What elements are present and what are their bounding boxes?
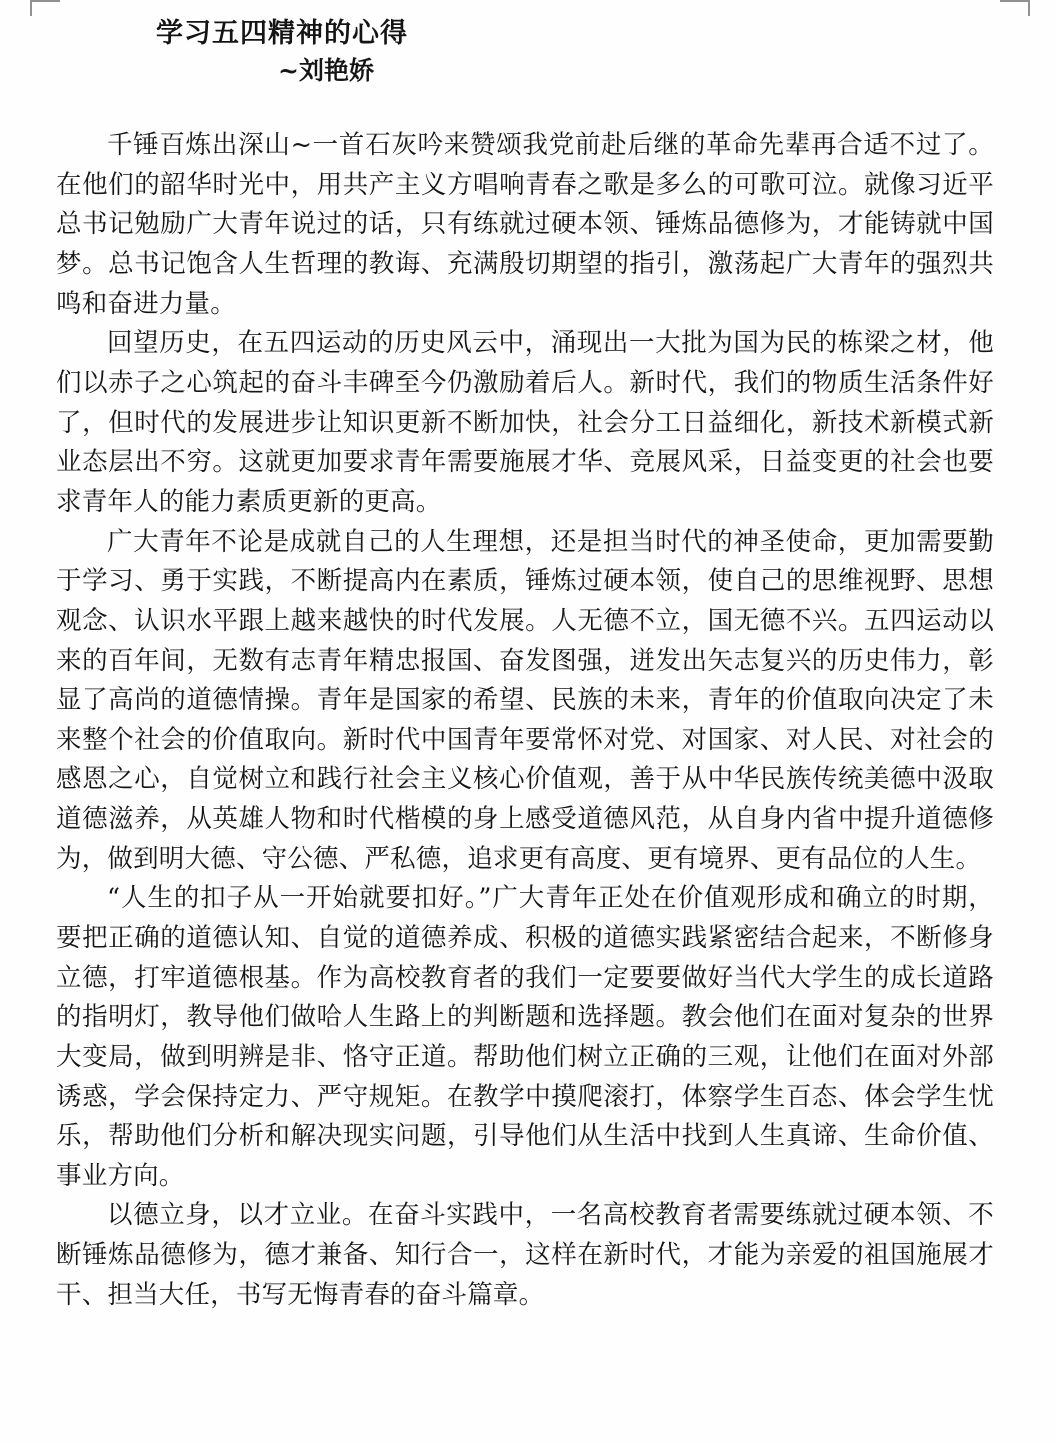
paragraph-3: 广大青年不论是成就自己的人生理想，还是担当时代的神圣使命，更加需要勤于学习、勇于实践，不断提高内在素质，锤炼过硬本领，使自己的思维视野、思想观念、认识水平跟上越来越快的时代发展。人无德不立，国无德不兴。五四运动以来的百年间，无数有志青年精忠报国、奋发图强，迸发出矢志复兴的历史伟力，彰显了高尚的道德情操。青年是国家的希望、民族的未来，青年的价值取向决定了未来整个社会的价值取向。新时代中国青年要常怀对党、对国家、对人民、对社会的感恩之心，自觉树立和践行社会主义核心价值观，善于从中华民族传统美德中汲取道德滋养，从英雄人物和时代楷模的身上感受道德风范，从自身内省中提升道德修为，做到明大德、守公德、严私德，追求更有高度、更有境界、更有品位的人生。 bbox=[56, 526, 994, 874]
document-content bbox=[44, 126, 1016, 1315]
paragraph-4: “人生的扣子从一开始就要扣好。”广大青年正处在价值观形成和确立的时期，要把正确的道德认知、自觉的道德养成、积极的道德实践紧密结合起来，不断修身立德，打牢道德根基。作为高校教育者的我们一定要要做好当代大学生的成长道路的指明灯，教导他们做哈人生路上的判断题和选择题。教会他们在面对复杂的世界大变局，做到明辨是非、恪守正道。帮助他们树立正确的三观，让他们在面对外部诱惑，学会保持定力、严守规矩。在教学中摸爬滚打，体察学生百态、体会学生忧乐，帮助他们分析和解决现实问题，引导他们从生活中找到人生真谛、生命价值、事业方向。 bbox=[56, 883, 994, 1191]
title-block bbox=[44, 16, 1016, 88]
paragraph-1: 千锤百炼出深山~一首石灰吟来赞颂我党前赴后继的革命先辈再合适不过了。在他们的韶华时光中，用共产主义方唱响青春之歌是多么的可歌可泣。就像习近平总书记勉励广大青年说过的话，只有练就过硬本领、锤炼品德修为，才能铸就中国梦。总书记饱含人生哲理的教诲、充满殷切期望的指引，激荡起广大青年的强烈共鸣和奋进力量。 bbox=[56, 130, 994, 319]
paragraph-5: 以德立身，以才立业。在奋斗实践中，一名高校教育者需要练就过硬本领、不断锤炼品德修为，德才兼备、知行合一，这样在新时代，才能为亲爱的祖国施展才干、担当大任，书写无悔青春的奋斗篇章。 bbox=[56, 1200, 994, 1310]
document-author: ~刘艳娇 bbox=[278, 56, 374, 86]
scan-corner-mark-left bbox=[30, 0, 60, 16]
paragraph-2: 回望历史，在五四运动的历史风云中，涌现出一大批为国为民的栋梁之材，他们以赤子之心筑起的奋斗丰碑至今仍激励着后人。新时代，我们的物质生活条件好了，但时代的发展进步让知识更新不断加快，社会分工日益细化，新技术新模式新业态层出不穷。这就更加要求青年需要施展才华、竞展风采，日益变更的社会也要求青年人的能力素质更新的更高。 bbox=[56, 328, 994, 517]
document-title: 学习五四精神的心得 bbox=[156, 18, 408, 49]
scan-corner-mark-right bbox=[1000, 0, 1030, 16]
